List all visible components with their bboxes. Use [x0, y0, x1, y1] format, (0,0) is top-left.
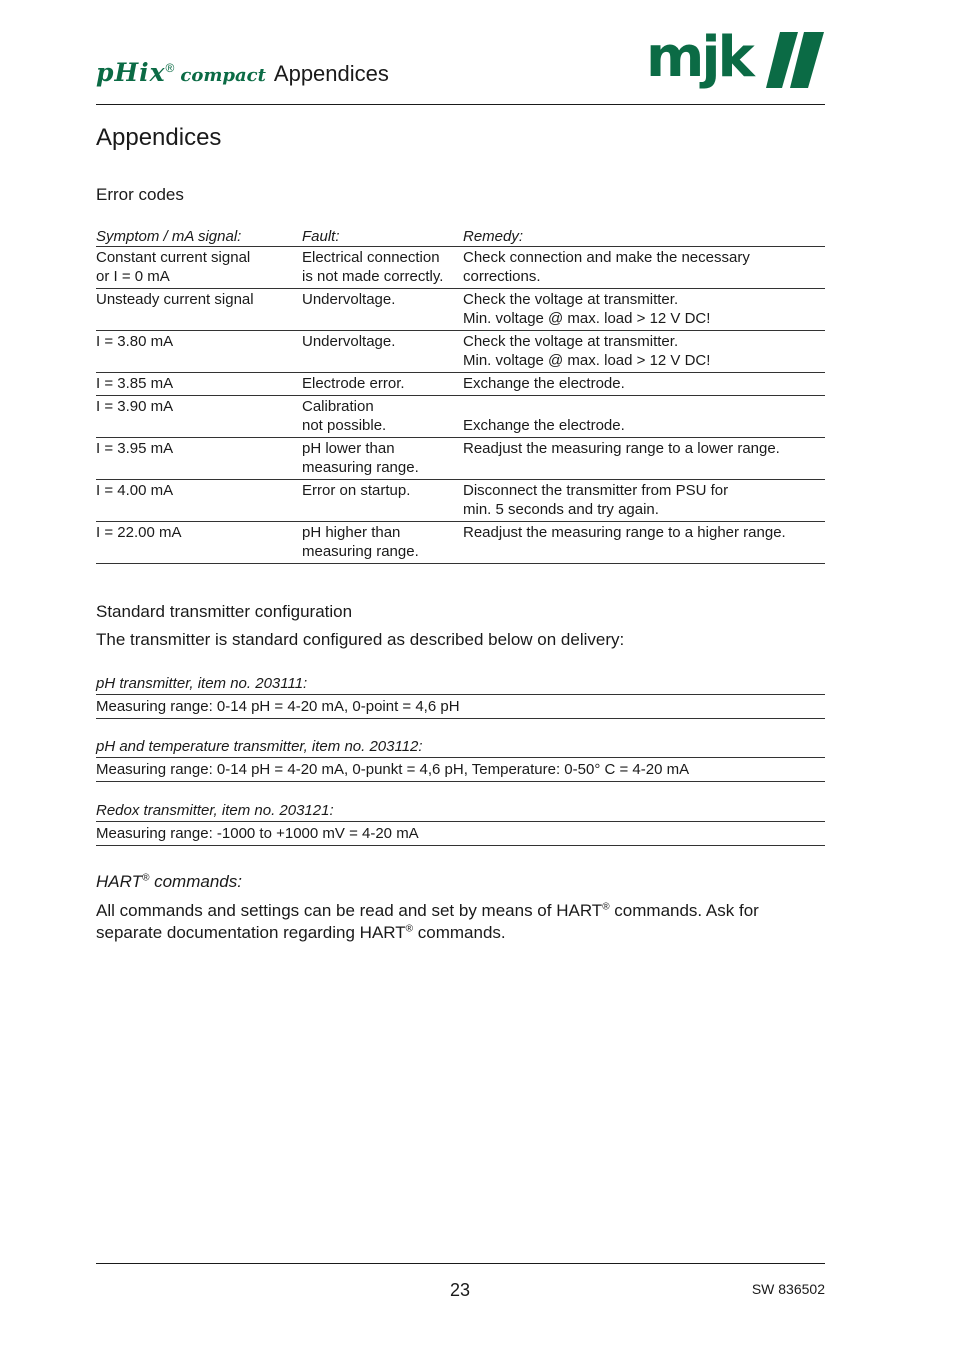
table-row	[96, 247, 825, 289]
remedy-cell: Readjust the measuring range to a lower range.	[463, 438, 825, 480]
table-row	[96, 331, 825, 373]
fault-cell: pH higher than measuring range.	[302, 522, 463, 564]
config-item-label: pH and temperature transmitter, item no. 203112:	[96, 737, 825, 758]
table-header-row	[96, 226, 825, 247]
table-row	[96, 522, 825, 564]
column-header-fault: Fault:	[302, 226, 463, 247]
hart-title-suffix: commands:	[149, 872, 242, 891]
table-row	[96, 438, 825, 480]
table-row	[96, 396, 825, 438]
config-item-label: Redox transmitter, item no. 203121:	[96, 801, 825, 822]
document-code: SW 836502	[751, 1281, 825, 1297]
registered-mark: ®	[602, 901, 610, 913]
symptom-cell: Unsteady current signal	[96, 289, 302, 331]
standard-config-intro: The transmitter is standard configured as described below on delivery:	[96, 630, 625, 649]
registered-mark: ®	[141, 872, 150, 884]
header-section-title: Appendices	[273, 61, 389, 86]
remedy-cell: Check connection and make the necessary corrections.	[463, 247, 825, 289]
logo-slashes-icon	[766, 32, 826, 88]
config-item-ph-temperature	[96, 737, 825, 782]
symptom-cell: I = 4.00 mA	[96, 480, 302, 522]
fault-cell: Error on startup.	[302, 480, 463, 522]
table-row	[96, 480, 825, 522]
remedy-cell: Exchange the electrode.	[463, 373, 825, 396]
remedy-cell: Readjust the measuring range to a higher range.	[463, 522, 825, 564]
symptom-cell: I = 3.80 mA	[96, 331, 302, 373]
column-header-symptom: Symptom / mA signal:	[96, 226, 302, 247]
remedy-cell: Disconnect the transmitter from PSU for min. 5 seconds and try again.	[463, 480, 825, 522]
fault-cell: Calibration not possible.	[302, 396, 463, 438]
table-row	[96, 289, 825, 331]
symptom-cell: I = 22.00 mA	[96, 522, 302, 564]
remedy-cell: Exchange the electrode.	[463, 396, 825, 438]
hart-commands-title	[96, 872, 242, 892]
brand-registered-mark: ®	[165, 61, 175, 75]
fault-cell: Undervoltage.	[302, 289, 463, 331]
error-codes-title: Error codes	[96, 185, 184, 204]
remedy-cell: Check the voltage at transmitter. Min. voltage @ max. load > 12 V DC!	[463, 289, 825, 331]
hart-commands-text	[96, 900, 825, 944]
symptom-cell: I = 3.90 mA	[96, 396, 302, 438]
logo-text: mjk	[646, 25, 752, 90]
config-item-value: Measuring range: 0-14 pH = 4-20 mA, 0-punkt = 4,6 pH, Temperature: 0-50° C = 4-20 mA	[96, 758, 825, 782]
remedy-cell: Check the voltage at transmitter. Min. voltage @ max. load > 12 V DC!	[463, 331, 825, 373]
symptom-cell: I = 3.95 mA	[96, 438, 302, 480]
fault-cell: Electrical connection is not made correctly.	[302, 247, 463, 289]
config-item-value: Measuring range: 0-14 pH = 4-20 mA, 0-point = 4,6 pH	[96, 695, 825, 719]
fault-cell: Undervoltage.	[302, 331, 463, 373]
symptom-cell: Constant current signal or I = 0 mA	[96, 247, 302, 289]
config-item-redox	[96, 801, 825, 846]
symptom-cell: I = 3.85 mA	[96, 373, 302, 396]
hart-title-prefix: HART	[96, 872, 142, 891]
config-item-ph	[96, 674, 825, 719]
hart-text-part-3: commands.	[413, 923, 506, 942]
page-title: Appendices	[96, 124, 222, 151]
config-item-label: pH transmitter, item no. 203111:	[96, 674, 825, 695]
hart-text-part-2: commands. Ask for separate documentation regarding HART	[96, 901, 759, 942]
config-item-value: Measuring range: -1000 to +1000 mV = 4-20 mA	[96, 822, 825, 846]
footer-rule	[96, 1263, 825, 1264]
table-row	[96, 373, 825, 396]
mjk-logo	[646, 25, 826, 102]
header-rule	[96, 104, 825, 105]
fault-cell: Electrode error.	[302, 373, 463, 396]
hart-text-part-1: All commands and settings can be read and set by means of HART	[96, 901, 603, 920]
registered-mark: ®	[405, 923, 414, 935]
brand-compact: compact	[180, 65, 266, 86]
column-header-remedy: Remedy:	[463, 226, 825, 247]
header-brand	[96, 58, 389, 87]
standard-config-title: Standard transmitter configuration	[96, 602, 353, 621]
page-number: 23	[449, 1280, 471, 1300]
error-codes-table	[96, 226, 825, 564]
fault-cell: pH lower than measuring range.	[302, 438, 463, 480]
brand-phix: pHix	[96, 58, 166, 87]
